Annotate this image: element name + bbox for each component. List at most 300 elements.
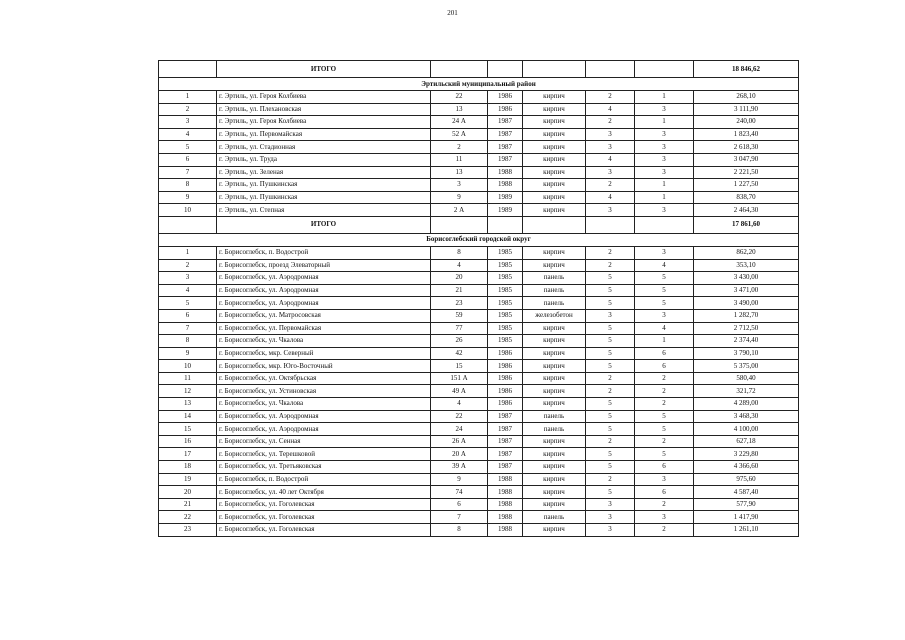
floors-cell: 4 [586,153,635,166]
address-cell: г. Борисоглебск, мкр. Северный [217,347,431,360]
address-cell: г. Борисоглебск, п. Водострой [217,473,431,486]
area-cell: 4 366,60 [694,461,799,474]
total-empty-cell [586,61,635,78]
table-row [159,372,799,385]
entrances-cell: 2 [635,498,694,511]
house-number-cell: 26 А [431,435,488,448]
entrances-cell: 6 [635,360,694,373]
material-cell: кирпич [523,473,586,486]
house-number-cell: 3 [431,179,488,192]
address-cell: г. Борисоглебск, ул. Аэродромная [217,410,431,423]
material-cell: кирпич [523,322,586,335]
house-number-cell: 59 [431,309,488,322]
row-number: 6 [159,309,217,322]
address-cell: г. Борисоглебск, ул. Чкалова [217,335,431,348]
floors-cell: 2 [586,259,635,272]
section-title: Борисоглебский городской округ [159,233,799,246]
floors-cell: 4 [586,191,635,204]
material-cell: кирпич [523,347,586,360]
house-number-cell: 13 [431,103,488,116]
address-cell: г. Эртиль, ул. Героя Колбиева [217,91,431,104]
material-cell: кирпич [523,166,586,179]
entrances-cell: 3 [635,141,694,154]
entrances-cell: 4 [635,322,694,335]
entrances-cell: 1 [635,191,694,204]
house-number-cell: 8 [431,524,488,537]
total-value: 18 846,62 [694,61,799,78]
section-title: Эртильский муниципальный район [159,78,799,91]
area-cell: 3 430,00 [694,272,799,285]
floors-cell: 5 [586,335,635,348]
material-cell: кирпич [523,179,586,192]
table-row [159,297,799,310]
address-cell: г. Борисоглебск, ул. Гоголевская [217,498,431,511]
row-number: 16 [159,435,217,448]
material-cell: кирпич [523,153,586,166]
address-cell: г. Борисоглебск, ул. Терешковой [217,448,431,461]
entrances-cell: 3 [635,103,694,116]
house-number-cell: 9 [431,191,488,204]
house-number-cell: 13 [431,166,488,179]
floors-cell: 5 [586,410,635,423]
floors-cell: 4 [586,103,635,116]
row-number: 4 [159,128,217,141]
total-empty-cell [586,216,635,233]
area-cell: 353,10 [694,259,799,272]
material-cell: кирпич [523,246,586,259]
entrances-cell: 2 [635,398,694,411]
entrances-cell: 2 [635,372,694,385]
table-row [159,410,799,423]
entrances-cell: 3 [635,166,694,179]
floors-cell: 2 [586,179,635,192]
house-number-cell: 21 [431,284,488,297]
row-number: 2 [159,259,217,272]
table-row [159,347,799,360]
table-body [159,61,799,537]
table-row [159,191,799,204]
area-cell: 240,00 [694,116,799,129]
table-row [159,398,799,411]
year-cell: 1986 [488,103,523,116]
row-number: 19 [159,473,217,486]
year-cell: 1988 [488,179,523,192]
area-cell: 3 468,30 [694,410,799,423]
table-row [159,246,799,259]
house-number-cell: 23 [431,297,488,310]
floors-cell: 5 [586,398,635,411]
house-number-cell: 20 [431,272,488,285]
entrances-cell: 6 [635,347,694,360]
table-row [159,498,799,511]
table-row [159,322,799,335]
address-cell: г. Эртиль, ул. Плехановская [217,103,431,116]
area-cell: 2 618,30 [694,141,799,154]
address-cell: г. Борисоглебск, ул. Аэродромная [217,297,431,310]
total-empty-cell [159,61,217,78]
material-cell: кирпич [523,461,586,474]
floors-cell: 2 [586,372,635,385]
house-number-cell: 151 А [431,372,488,385]
row-number: 22 [159,511,217,524]
table-row [159,141,799,154]
year-cell: 1985 [488,259,523,272]
address-cell: г. Борисоглебск, ул. Устиновская [217,385,431,398]
total-empty-cell [523,216,586,233]
table-row [159,524,799,537]
house-number-cell: 39 А [431,461,488,474]
row-number: 1 [159,91,217,104]
table-row [159,272,799,285]
house-number-cell: 42 [431,347,488,360]
total-empty-cell [159,216,217,233]
address-cell: г. Борисоглебск, проезд Элеваторный [217,259,431,272]
floors-cell: 5 [586,360,635,373]
row-number: 15 [159,423,217,436]
material-cell: железобетон [523,309,586,322]
area-cell: 3 471,00 [694,284,799,297]
floors-cell: 5 [586,486,635,499]
house-number-cell: 20 А [431,448,488,461]
material-cell: кирпич [523,498,586,511]
house-number-cell: 24 А [431,116,488,129]
year-cell: 1987 [488,448,523,461]
table-row [159,179,799,192]
house-number-cell: 8 [431,246,488,259]
year-cell: 1988 [488,498,523,511]
table-row [159,385,799,398]
entrances-cell: 6 [635,486,694,499]
floors-cell: 5 [586,423,635,436]
area-cell: 2 464,30 [694,204,799,217]
floors-cell: 5 [586,448,635,461]
material-cell: кирпич [523,204,586,217]
address-cell: г. Эртиль, ул. Пушкинская [217,179,431,192]
house-number-cell: 9 [431,473,488,486]
address-cell: г. Эртиль, ул. Зеленая [217,166,431,179]
row-number: 8 [159,335,217,348]
house-number-cell: 7 [431,511,488,524]
entrances-cell: 1 [635,335,694,348]
address-cell: г. Эртиль, ул. Труда [217,153,431,166]
year-cell: 1986 [488,91,523,104]
year-cell: 1986 [488,372,523,385]
floors-cell: 3 [586,166,635,179]
housing-table [158,60,799,537]
area-cell: 1 261,10 [694,524,799,537]
row-number: 7 [159,322,217,335]
year-cell: 1985 [488,322,523,335]
address-cell: г. Борисоглебск, ул. 40 лет Октября [217,486,431,499]
entrances-cell: 2 [635,385,694,398]
house-number-cell: 4 [431,259,488,272]
table-row [159,448,799,461]
floors-cell: 2 [586,385,635,398]
house-number-cell: 4 [431,398,488,411]
row-number: 5 [159,141,217,154]
table-row [159,473,799,486]
year-cell: 1988 [488,486,523,499]
floors-cell: 3 [586,204,635,217]
house-number-cell: 2 А [431,204,488,217]
total-empty-cell [488,61,523,78]
address-cell: г. Эртиль, ул. Героя Колбиева [217,116,431,129]
year-cell: 1986 [488,398,523,411]
address-cell: г. Эртиль, ул. Степная [217,204,431,217]
material-cell: кирпич [523,385,586,398]
table-row [159,461,799,474]
row-number: 11 [159,372,217,385]
material-cell: кирпич [523,103,586,116]
row-number: 10 [159,204,217,217]
total-empty-cell [635,61,694,78]
area-cell: 862,20 [694,246,799,259]
year-cell: 1989 [488,191,523,204]
floors-cell: 2 [586,116,635,129]
floors-cell: 5 [586,347,635,360]
floors-cell: 2 [586,473,635,486]
material-cell: кирпич [523,435,586,448]
area-cell: 3 111,90 [694,103,799,116]
row-number: 2 [159,103,217,116]
row-number: 13 [159,398,217,411]
address-cell: г. Борисоглебск, ул. Аэродромная [217,284,431,297]
row-number: 14 [159,410,217,423]
total-empty-cell [635,216,694,233]
address-cell: г. Эртиль, ул. Первомайская [217,128,431,141]
entrances-cell: 1 [635,116,694,129]
material-cell: кирпич [523,398,586,411]
row-number: 9 [159,191,217,204]
table-row [159,284,799,297]
address-cell: г. Эртиль, ул. Стадионная [217,141,431,154]
material-cell: кирпич [523,486,586,499]
row-number: 7 [159,166,217,179]
material-cell: панель [523,272,586,285]
address-cell: г. Борисоглебск, мкр. Юго-Восточный [217,360,431,373]
year-cell: 1986 [488,347,523,360]
section-header-row [159,78,799,91]
row-number: 20 [159,486,217,499]
entrances-cell: 2 [635,435,694,448]
year-cell: 1988 [488,524,523,537]
address-cell: г. Борисоглебск, ул. Чкалова [217,398,431,411]
house-number-cell: 22 [431,91,488,104]
table-row [159,423,799,436]
entrances-cell: 3 [635,246,694,259]
floors-cell: 5 [586,284,635,297]
year-cell: 1985 [488,284,523,297]
entrances-cell: 3 [635,204,694,217]
row-number: 18 [159,461,217,474]
address-cell: г. Борисоглебск, ул. Гоголевская [217,524,431,537]
row-number: 8 [159,179,217,192]
area-cell: 3 790,10 [694,347,799,360]
table-row [159,91,799,104]
house-number-cell: 2 [431,141,488,154]
area-cell: 4 587,40 [694,486,799,499]
floors-cell: 2 [586,246,635,259]
floors-cell: 3 [586,128,635,141]
floors-cell: 3 [586,498,635,511]
area-cell: 5 375,00 [694,360,799,373]
floors-cell: 2 [586,435,635,448]
area-cell: 3 047,90 [694,153,799,166]
entrances-cell: 5 [635,272,694,285]
row-number: 4 [159,284,217,297]
house-number-cell: 77 [431,322,488,335]
address-cell: г. Борисоглебск, п. Водострой [217,246,431,259]
total-empty-cell [523,61,586,78]
area-cell: 1 227,50 [694,179,799,192]
material-cell: кирпич [523,191,586,204]
table-row [159,360,799,373]
total-label: ИТОГО [217,216,431,233]
area-cell: 1 823,40 [694,128,799,141]
floors-cell: 5 [586,272,635,285]
year-cell: 1986 [488,385,523,398]
material-cell: кирпич [523,116,586,129]
table-row [159,153,799,166]
table-row [159,204,799,217]
table-row [159,511,799,524]
year-cell: 1986 [488,360,523,373]
entrances-cell: 4 [635,259,694,272]
entrances-cell: 5 [635,284,694,297]
year-cell: 1987 [488,116,523,129]
material-cell: панель [523,284,586,297]
house-number-cell: 74 [431,486,488,499]
total-label: ИТОГО [217,61,431,78]
area-cell: 2 374,40 [694,335,799,348]
floors-cell: 3 [586,141,635,154]
year-cell: 1987 [488,410,523,423]
area-cell: 2 221,50 [694,166,799,179]
row-number: 9 [159,347,217,360]
floors-cell: 3 [586,309,635,322]
address-cell: г. Борисоглебск, ул. Аэродромная [217,423,431,436]
address-cell: г. Эртиль, ул. Пушкинская [217,191,431,204]
row-number: 12 [159,385,217,398]
material-cell: кирпич [523,372,586,385]
material-cell: панель [523,511,586,524]
area-cell: 1 282,70 [694,309,799,322]
entrances-cell: 2 [635,524,694,537]
house-number-cell: 6 [431,498,488,511]
table-row [159,166,799,179]
material-cell: кирпич [523,524,586,537]
floors-cell: 2 [586,91,635,104]
house-number-cell: 11 [431,153,488,166]
total-empty-cell [431,61,488,78]
area-cell: 268,10 [694,91,799,104]
floors-cell: 5 [586,322,635,335]
entrances-cell: 5 [635,410,694,423]
year-cell: 1988 [488,511,523,524]
address-cell: г. Борисоглебск, ул. Аэродромная [217,272,431,285]
year-cell: 1985 [488,246,523,259]
area-cell: 627,18 [694,435,799,448]
material-cell: кирпич [523,335,586,348]
year-cell: 1987 [488,141,523,154]
year-cell: 1988 [488,473,523,486]
area-cell: 1 417,90 [694,511,799,524]
entrances-cell: 5 [635,297,694,310]
house-number-cell: 52 А [431,128,488,141]
material-cell: кирпич [523,91,586,104]
area-cell: 838,70 [694,191,799,204]
row-number: 21 [159,498,217,511]
year-cell: 1987 [488,423,523,436]
address-cell: г. Борисоглебск, ул. Первомайская [217,322,431,335]
area-cell: 577,90 [694,498,799,511]
area-cell: 580,40 [694,372,799,385]
floors-cell: 5 [586,461,635,474]
area-cell: 3 490,00 [694,297,799,310]
house-number-cell: 22 [431,410,488,423]
table-row [159,335,799,348]
material-cell: панель [523,423,586,436]
table-row [159,259,799,272]
total-empty-cell [431,216,488,233]
entrances-cell: 6 [635,461,694,474]
total-row [159,216,799,233]
year-cell: 1985 [488,272,523,285]
entrances-cell: 1 [635,91,694,104]
year-cell: 1987 [488,128,523,141]
area-cell: 4 100,00 [694,423,799,436]
row-number: 10 [159,360,217,373]
table-row [159,116,799,129]
row-number: 3 [159,272,217,285]
entrances-cell: 3 [635,511,694,524]
material-cell: кирпич [523,259,586,272]
house-number-cell: 26 [431,335,488,348]
address-cell: г. Борисоглебск, ул. Гоголевская [217,511,431,524]
material-cell: кирпич [523,128,586,141]
year-cell: 1985 [488,309,523,322]
entrances-cell: 3 [635,153,694,166]
table-row [159,128,799,141]
year-cell: 1987 [488,153,523,166]
material-cell: панель [523,410,586,423]
house-number-cell: 15 [431,360,488,373]
row-number: 6 [159,153,217,166]
year-cell: 1987 [488,461,523,474]
table-row [159,309,799,322]
total-row [159,61,799,78]
row-number: 1 [159,246,217,259]
floors-cell: 3 [586,524,635,537]
floors-cell: 3 [586,511,635,524]
total-value: 17 861,60 [694,216,799,233]
material-cell: кирпич [523,448,586,461]
area-cell: 975,60 [694,473,799,486]
total-empty-cell [488,216,523,233]
year-cell: 1985 [488,335,523,348]
material-cell: панель [523,297,586,310]
entrances-cell: 3 [635,309,694,322]
address-cell: г. Борисоглебск, ул. Сенная [217,435,431,448]
address-cell: г. Борисоглебск, ул. Матросовская [217,309,431,322]
table-row [159,435,799,448]
entrances-cell: 3 [635,128,694,141]
area-cell: 4 289,00 [694,398,799,411]
material-cell: кирпич [523,360,586,373]
address-cell: г. Борисоглебск, ул. Октябрьская [217,372,431,385]
address-cell: г. Борисоглебск, ул. Третьяковская [217,461,431,474]
area-cell: 3 229,80 [694,448,799,461]
